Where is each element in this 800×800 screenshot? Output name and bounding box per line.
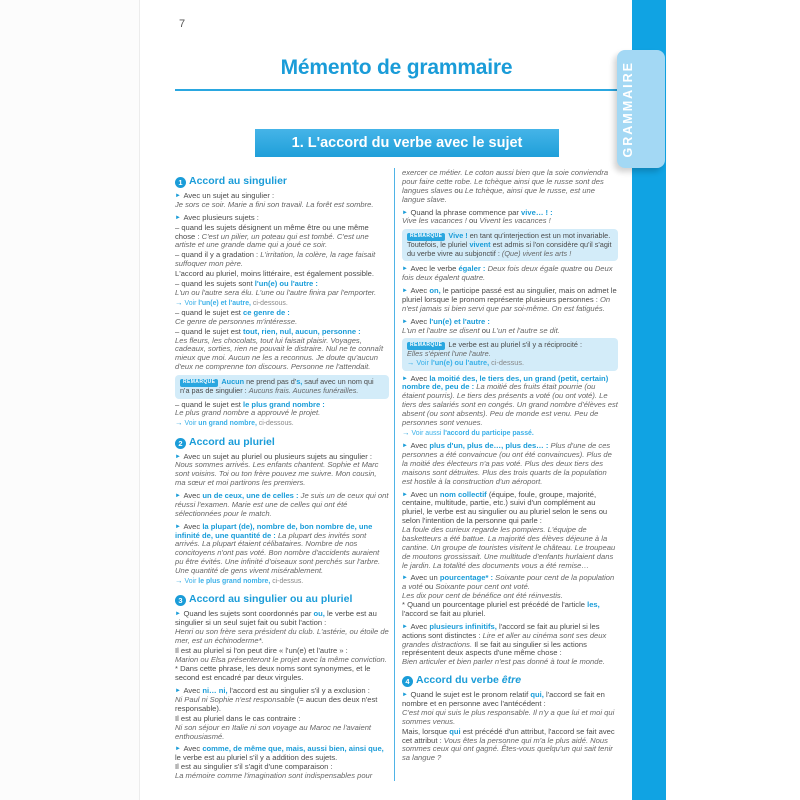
text-segment: Le verbe est au pluriel s'il y a réciprocité :	[448, 340, 582, 350]
text-segment: Le plus grand nombre a approuvé le projet.	[175, 408, 321, 418]
text-segment: ce genre de :	[242, 307, 290, 317]
text-segment: * Quand un pourcentage pluriel est précédé de l'article	[402, 600, 588, 609]
text-segment: Elles s'épient l'une l'autre.	[407, 349, 491, 359]
paragraph	[402, 728, 618, 764]
text-segment: pourcentage* :	[439, 573, 494, 583]
text-segment: Il se fait au singulier si les actions représentent deux aspects d'une même chose :	[402, 639, 587, 658]
text-segment: Avec un	[410, 489, 440, 499]
text-segment: L'accord au pluriel, moins littéraire, est également possible.	[175, 269, 374, 278]
paragraph	[402, 318, 618, 336]
text-segment: un grand nombre,	[198, 420, 257, 428]
text-segment: le plus grand nombre :	[242, 399, 325, 409]
text-segment: Accord au singulier	[189, 175, 288, 187]
paragraph	[402, 623, 618, 667]
bullet-triangle-icon: ►	[175, 523, 181, 530]
text-segment: L'un ou l'autre sera élu. L'une ou l'autre finira par l'emporter.	[175, 287, 377, 297]
text-segment: Ni Paul ni Sophie n'est responsable	[175, 695, 295, 705]
paragraph	[402, 169, 618, 205]
paragraph	[402, 491, 618, 571]
text-segment: Henri ou son frère sera président du club. L'astérie, ou étoile de mer, est un échinoderme*.	[175, 626, 389, 645]
paragraph	[175, 745, 389, 781]
paragraph	[175, 523, 389, 576]
section-heading	[402, 674, 618, 687]
text-segment: Il est au pluriel si l'on peut dire « l'un(e) et l'autre » :	[175, 645, 348, 655]
text-segment: la plupart (de), nombre de, bon nombre de, une infinité de, une quantité de :	[175, 521, 373, 540]
text-segment: Avec	[183, 686, 203, 696]
text-segment: l'un(e) et l'autre,	[198, 299, 251, 307]
text-segment: Avec	[183, 744, 203, 754]
text-segment: La mémoire comme l'imagination sont indispensables pour	[175, 771, 373, 781]
text-segment: (équipe, foule, groupe, majorité, centaine, multitude, partie, etc.) suivi d'un complément au pluriel, le verbe est au singulier ou au pluriel selon le sens ou selon l'intention de la personne qui parle :	[402, 489, 608, 526]
text-segment: Avec	[410, 441, 430, 451]
paragraph	[175, 192, 389, 210]
arrow-right-icon: →	[175, 418, 183, 428]
page-edge-line	[139, 0, 140, 800]
text-segment: Avec un sujet au singulier :	[183, 191, 275, 200]
text-segment: l'accord se fait au pluriel.	[402, 608, 486, 618]
text-segment: Accord du verbe	[416, 674, 502, 687]
remark-label: REMARQUE	[407, 342, 445, 350]
text-segment: * Dans cette phrase, les deux noms sont synonymes, et le second est encadré par deux virgules.	[175, 664, 371, 683]
text-segment: Vive les vacances !	[402, 216, 467, 226]
text-segment: tout, rien, nul, aucun, personne :	[242, 326, 361, 336]
text-segment: être	[501, 674, 522, 687]
text-segment: Ce genre de personnes m'intéresse.	[175, 316, 298, 326]
text-segment: – quand les sujets désignent un même être ou une même chose :	[175, 222, 369, 241]
section-heading	[175, 593, 389, 606]
text-segment: – quand le sujet est	[175, 307, 243, 317]
text-segment: Avec	[410, 373, 430, 383]
text-segment: nom collectif	[439, 489, 487, 499]
paragraph	[402, 209, 618, 227]
bullet-triangle-icon: ►	[402, 288, 408, 295]
scan-left-margin	[0, 0, 139, 800]
text-segment: Avec le verbe	[410, 264, 459, 274]
text-segment: les,	[587, 600, 600, 609]
paragraph	[402, 265, 618, 283]
text-segment: Nous sommes arrivés. Les enfants chantent. Sophie et Marc sont voisins. Toi ou ton frère pouvez me suivre. Mon cousin, ma sœur et moi partirons les premiers.	[175, 460, 379, 488]
bullet-triangle-icon: ►	[402, 575, 408, 582]
text-segment: Marion ou Elsa présenteront le projet avec la même conviction.	[175, 654, 387, 664]
text-segment: le participe passé est au singulier, mais on admet le pluriel lorsque le pronom représente plusieurs personnes :	[402, 286, 617, 304]
remark-box	[402, 338, 618, 370]
bullet-triangle-icon: ►	[402, 375, 408, 382]
text-segment: ci-dessus.	[270, 577, 304, 585]
bullet-triangle-icon: ►	[402, 623, 408, 630]
text-segment: Plus d'une de ces personnes a été convaincue (ou ont été convaincues). Plus de la moitié des électeurs n'a pas voté. Plus des deux tiers des maisons sont détruites. Plus des trois quarts de la population est hostile à la construction d'un aéroport.	[402, 441, 612, 486]
text-segment: Quand le sujet est le pronom relatif	[410, 690, 531, 700]
cross-reference-line	[175, 576, 389, 586]
section-banner-label: 1. L'accord du verbe avec le sujet	[291, 135, 523, 151]
text-segment: Quand la phrase commence par	[410, 207, 522, 217]
text-segment: Voir	[184, 577, 199, 585]
page-number: 7	[179, 18, 186, 30]
paragraph	[175, 665, 389, 683]
text-segment: Avec	[410, 621, 430, 631]
text-segment: en tant qu'interjection est un mot invariable. Toutefois, le pluriel	[407, 231, 611, 250]
remark-label: REMARQUE	[180, 379, 218, 387]
text-segment: l'un(e) ou l'autre :	[254, 278, 318, 288]
text-segment: Avec un	[410, 573, 440, 583]
remark-box	[402, 229, 618, 261]
text-segment: Les fleurs, les chocolats, tout lui faisait plaisir. Voyages, cadeaux, sorties, rien ne pouvait le distraire. Nul ne te connaît mieux que moi. Aucun ne les a reconnus. Je doute qu'aucun d'eux ne comprenne ton discours. Personne ne l'attendait.	[175, 335, 384, 372]
text-segment: – quand le sujet est	[175, 399, 243, 409]
text-segment: L'irritation, la colère, la rage faisait suffoquer mon père.	[175, 250, 376, 269]
text-segment: Vivent les vacances !	[479, 216, 551, 226]
text-segment: Soixante pour cent de la population a voté	[402, 573, 615, 592]
text-segment: qui,	[530, 690, 544, 700]
section-number-badge: 1	[175, 177, 186, 188]
paragraph	[175, 687, 389, 714]
text-segment: – quand il y a gradation :	[175, 250, 261, 260]
paragraph	[175, 214, 389, 223]
text-segment: sauf avec un nom qui n'a pas de singulier :	[180, 377, 374, 395]
cross-reference-line	[402, 428, 618, 438]
paragraph	[175, 224, 389, 251]
text-segment: C'est un pilier, un poteau qui est tombé. C'est une artiste et une grande dame qui a joué ce soir.	[175, 231, 369, 250]
text-segment: Aucun	[221, 377, 245, 387]
remark-box	[175, 375, 389, 399]
text-segment: qui	[449, 726, 461, 736]
text-segment: → Voir	[407, 357, 431, 367]
bullet-triangle-icon: ►	[402, 318, 408, 325]
bullet-triangle-icon: ►	[175, 746, 181, 753]
bullet-triangle-icon: ►	[402, 266, 408, 273]
section-heading	[175, 175, 389, 188]
text-segment: plusieurs infinitifs,	[429, 621, 497, 631]
section-number-badge: 4	[402, 676, 413, 687]
text-segment: s,	[296, 377, 303, 387]
text-segment: – quand les sujets sont	[175, 278, 255, 288]
text-segment: la moitié des, le tiers des, un grand (petit, certain) nombre de, peu de :	[402, 373, 609, 392]
paragraph	[402, 375, 618, 428]
title-underline	[175, 89, 618, 91]
text-segment: Mais, lorsque	[402, 726, 450, 736]
paragraph	[402, 691, 618, 727]
text-segment: ni… ni,	[202, 686, 228, 696]
text-segment: un de ceux, une de celles :	[202, 491, 299, 501]
text-segment: Deux fois deux égalent quatre.	[402, 264, 613, 283]
text-segment: l'accord est au singulier s'il y a exclusion :	[227, 686, 370, 696]
text-segment: Accord au pluriel	[189, 435, 275, 448]
paragraph	[175, 401, 389, 419]
paragraph	[175, 251, 389, 269]
text-segment: Il est au pluriel dans le cas contraire :	[175, 713, 301, 723]
text-segment: Aucuns frais. Aucunes funérailles.	[248, 385, 359, 395]
bullet-triangle-icon: ►	[175, 453, 181, 460]
text-segment: est admis si l'on considère qu'il s'agit du verbe vivre au subjonctif :	[407, 240, 612, 258]
cross-reference-line	[175, 298, 389, 308]
text-segment: Avec	[410, 316, 430, 326]
text-segment: ci-dessus.	[489, 357, 525, 367]
text-segment: Il est au singulier s'il s'agit d'une comparaison :	[175, 762, 333, 772]
text-segment: exercer ce métier. Le coton aussi bien que la soie conviendra pour faire cette robe. Le tchèque ainsi que le russe sont des langues slaves	[402, 168, 609, 195]
text-segment: ou	[582, 264, 595, 274]
bullet-triangle-icon: ►	[402, 491, 408, 498]
text-segment: Voir	[184, 420, 199, 428]
text-segment: Ni son séjour en Italie ni son voyage au Maroc ne l'avaient enthousiasmé.	[175, 722, 372, 741]
two-column-text-area	[175, 168, 621, 781]
text-segment: l'accord se fait en nombre et en personne avec l'antécédent :	[402, 690, 605, 708]
text-segment: plus d'un, plus de…, plus des… :	[429, 441, 549, 451]
text-segment: Bien articuler et bien parler n'est pas donné à tout le monde.	[402, 657, 605, 667]
text-segment: ou,	[313, 609, 325, 619]
text-segment: ou	[479, 325, 493, 335]
text-segment: La foule des curieux regarde les pompiers. L'équipe de basketteurs a été battue. La majorité des élèves déjeune à la cantine. Un groupe de touristes visitent le château. Le troupeau de moutons grossissait. Une multitude d'enfants hurlaient dans le jardin. La totalité des documents vous a été remise…	[402, 525, 616, 570]
paragraph	[175, 610, 389, 646]
text-segment: vivent	[469, 240, 491, 250]
section-number-badge: 2	[175, 438, 186, 449]
arrow-right-icon: →	[402, 427, 410, 437]
text-segment: on,	[429, 286, 441, 296]
text-segment: égaler :	[458, 264, 486, 274]
text-segment: Quand les sujets sont coordonnés par	[183, 609, 314, 619]
paragraph	[402, 574, 618, 618]
bullet-triangle-icon: ►	[402, 692, 408, 699]
paragraph	[175, 309, 389, 327]
text-segment: L'un et l'autre se disent	[402, 325, 480, 335]
text-segment: ou	[466, 216, 480, 226]
paragraph	[175, 280, 389, 298]
text-segment: (Que) vivent les arts !	[501, 248, 572, 258]
text-segment: La plupart des invités sont arrivés. La plupart étaient célibataires. Nombre de nos concitoyens n'ont pas voté. Bon nombre d'accidents auraient pu être évités. Une infinité d'oiseaux sont perchés sur l'arbre. Une quantité de gens vivent misérablement.	[175, 530, 381, 576]
text-segment: ou	[422, 582, 436, 592]
text-segment: le verbe est au singulier si un seul sujet fait ou subit l'action :	[175, 609, 377, 628]
section-heading	[175, 436, 389, 449]
text-segment: Accord au singulier ou au pluriel	[189, 593, 353, 606]
bullet-triangle-icon: ►	[175, 493, 181, 500]
text-segment: vive… ! :	[521, 207, 553, 217]
text-segment: (= aucun des deux n'est responsable).	[175, 695, 378, 713]
text-segment: l'un(e) ou l'autre,	[430, 357, 490, 367]
paragraph	[402, 287, 618, 314]
text-segment: Je sors ce soir. Marie a fini son travail. La forêt est sombre.	[175, 199, 374, 209]
text-segment: Avec	[183, 491, 203, 501]
bullet-triangle-icon: ►	[175, 688, 181, 695]
section-number-badge: 3	[175, 595, 186, 606]
text-segment: Vous êtes la personne qui m'a le plus aidé. Nous sommes ceux qui ont gagné. Êtes-vous quelqu'un qui sait tenir sa langue ?	[402, 735, 613, 763]
cross-reference-line	[175, 418, 389, 428]
text-segment: Avec un sujet au pluriel ou plusieurs sujets au singulier :	[183, 451, 372, 461]
bullet-triangle-icon: ►	[175, 611, 181, 618]
paragraph	[175, 270, 389, 279]
text-segment: C'est moi qui suis le plus responsable. Il n'y a que lui et moi qui sommes venus.	[402, 707, 615, 726]
paragraph	[175, 715, 389, 742]
text-segment: Les dix pour cent de bénéfice ont été réinvestis.	[402, 591, 563, 601]
paragraph	[175, 647, 389, 665]
bullet-triangle-icon: ►	[402, 443, 408, 450]
text-segment: comme, de même que, mais, aussi bien, ainsi que,	[202, 744, 384, 754]
chapter-tab-grammaire	[617, 50, 665, 168]
text-segment: Voir aussi	[411, 429, 444, 437]
text-segment: l'accord se fait au pluriel si les actions sont distinctes :	[402, 621, 600, 640]
text-segment: ci-dessous.	[256, 420, 294, 428]
paragraph	[175, 328, 389, 372]
text-segment: l'accord du participe passé.	[443, 429, 534, 437]
text-segment: – quand le sujet est	[175, 326, 243, 336]
text-segment: ci-dessous.	[250, 299, 288, 307]
text-segment: Soixante pour cent ont voté.	[435, 582, 530, 592]
text-segment: Le tchèque, ainsi que le russe, est une langue slave.	[402, 185, 595, 204]
arrow-right-icon: →	[175, 575, 183, 585]
chapter-tab-label: GRAMMAIRE	[621, 60, 635, 158]
paragraph	[175, 492, 389, 519]
text-segment: Avec	[410, 286, 430, 296]
text-segment: l'un(e) et l'autre :	[429, 316, 490, 326]
left-column	[175, 168, 394, 781]
text-segment: Vive !	[448, 231, 468, 241]
remark-label: REMARQUE	[407, 233, 445, 241]
text-segment: La moitié des fruits était pourrie (ou étaient pourris). Le tiers des présents a voté (ou ont voté). Le tiers des salariés sont en congés. Un grand nombre d'élèves est absent (ou sont absents). Peu de monde est venu. Peu de personnes sont venues.	[402, 382, 618, 427]
text-segment: ou	[452, 185, 465, 195]
right-column	[394, 168, 618, 781]
text-segment: Voir	[184, 299, 199, 307]
text-segment: Lire et aller au cinéma sont ses deux grandes distractions.	[402, 630, 607, 649]
text-segment: le plus grand nombre,	[198, 577, 271, 585]
text-segment: Deux fois deux égale quatre	[485, 264, 583, 274]
text-segment: Avec plusieurs sujets :	[183, 212, 259, 222]
text-segment: L'un et l'autre se dit.	[492, 325, 560, 335]
page-title: Mémento de grammaire	[280, 56, 513, 79]
text-segment: On n'est jamais si bien servi que par soi-même. On est fatigués.	[402, 294, 611, 313]
section-banner	[255, 129, 559, 157]
text-segment: ne prend pas d'	[244, 377, 297, 387]
text-segment: Avec	[183, 521, 203, 531]
bullet-triangle-icon: ►	[175, 214, 181, 221]
bullet-triangle-icon: ►	[402, 209, 408, 216]
paragraph	[402, 442, 618, 486]
text-segment: est précédé d'un attribut, l'accord se fait avec cet attribut :	[402, 726, 615, 745]
paragraph	[175, 453, 389, 489]
text-segment: Je suis un de ceux qui ont réussi l'examen. Marie est une de celles qui ont été sélectionnées pour le match.	[175, 491, 389, 518]
text-segment: le verbe est au pluriel s'il y a addition des sujets.	[175, 753, 338, 763]
arrow-right-icon: →	[175, 297, 183, 307]
bullet-triangle-icon: ►	[175, 193, 181, 199]
